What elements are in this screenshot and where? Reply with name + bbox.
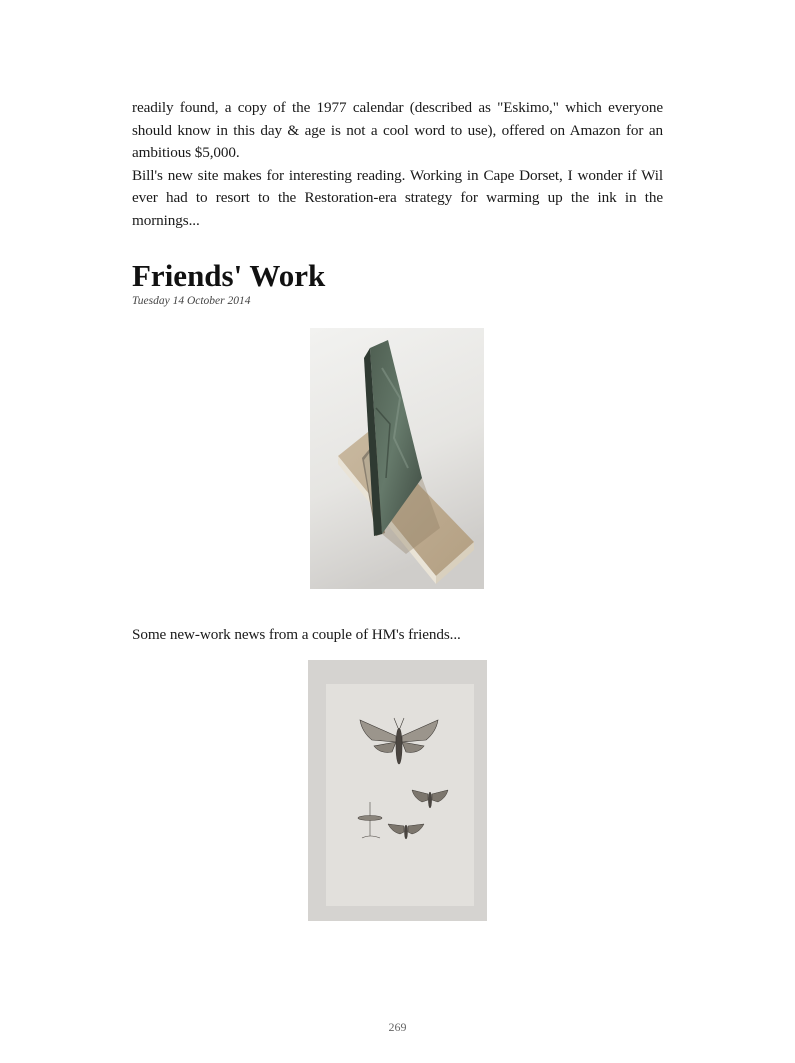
moth-etching-image <box>308 660 487 921</box>
intro-paragraph-2: Bill's new site makes for interesting reading. Working in Cape Dorset, I wonder if Wil ever had to resort to the Restoration-era strategy for warming up the ink in the mornings... <box>132 166 663 229</box>
page-number: 269 <box>388 1020 407 1034</box>
book-sculpture-image <box>310 328 484 589</box>
post-caption: Some new-work news from a couple of HM's friends... <box>132 626 461 643</box>
moth-etching-photo <box>308 660 487 921</box>
post-date: Tuesday 14 October 2014 <box>132 295 251 307</box>
book-sculpture-photo <box>310 328 484 589</box>
post-title: Friends' Work <box>132 258 326 293</box>
intro-paragraph-1: readily found, a copy of the 1977 calendar (described as "Eskimo," which everyone should know in this day & age is not a cool word to use), offered on Amazon for an ambitious $5,000. <box>132 99 663 161</box>
page-content <box>132 97 663 308</box>
